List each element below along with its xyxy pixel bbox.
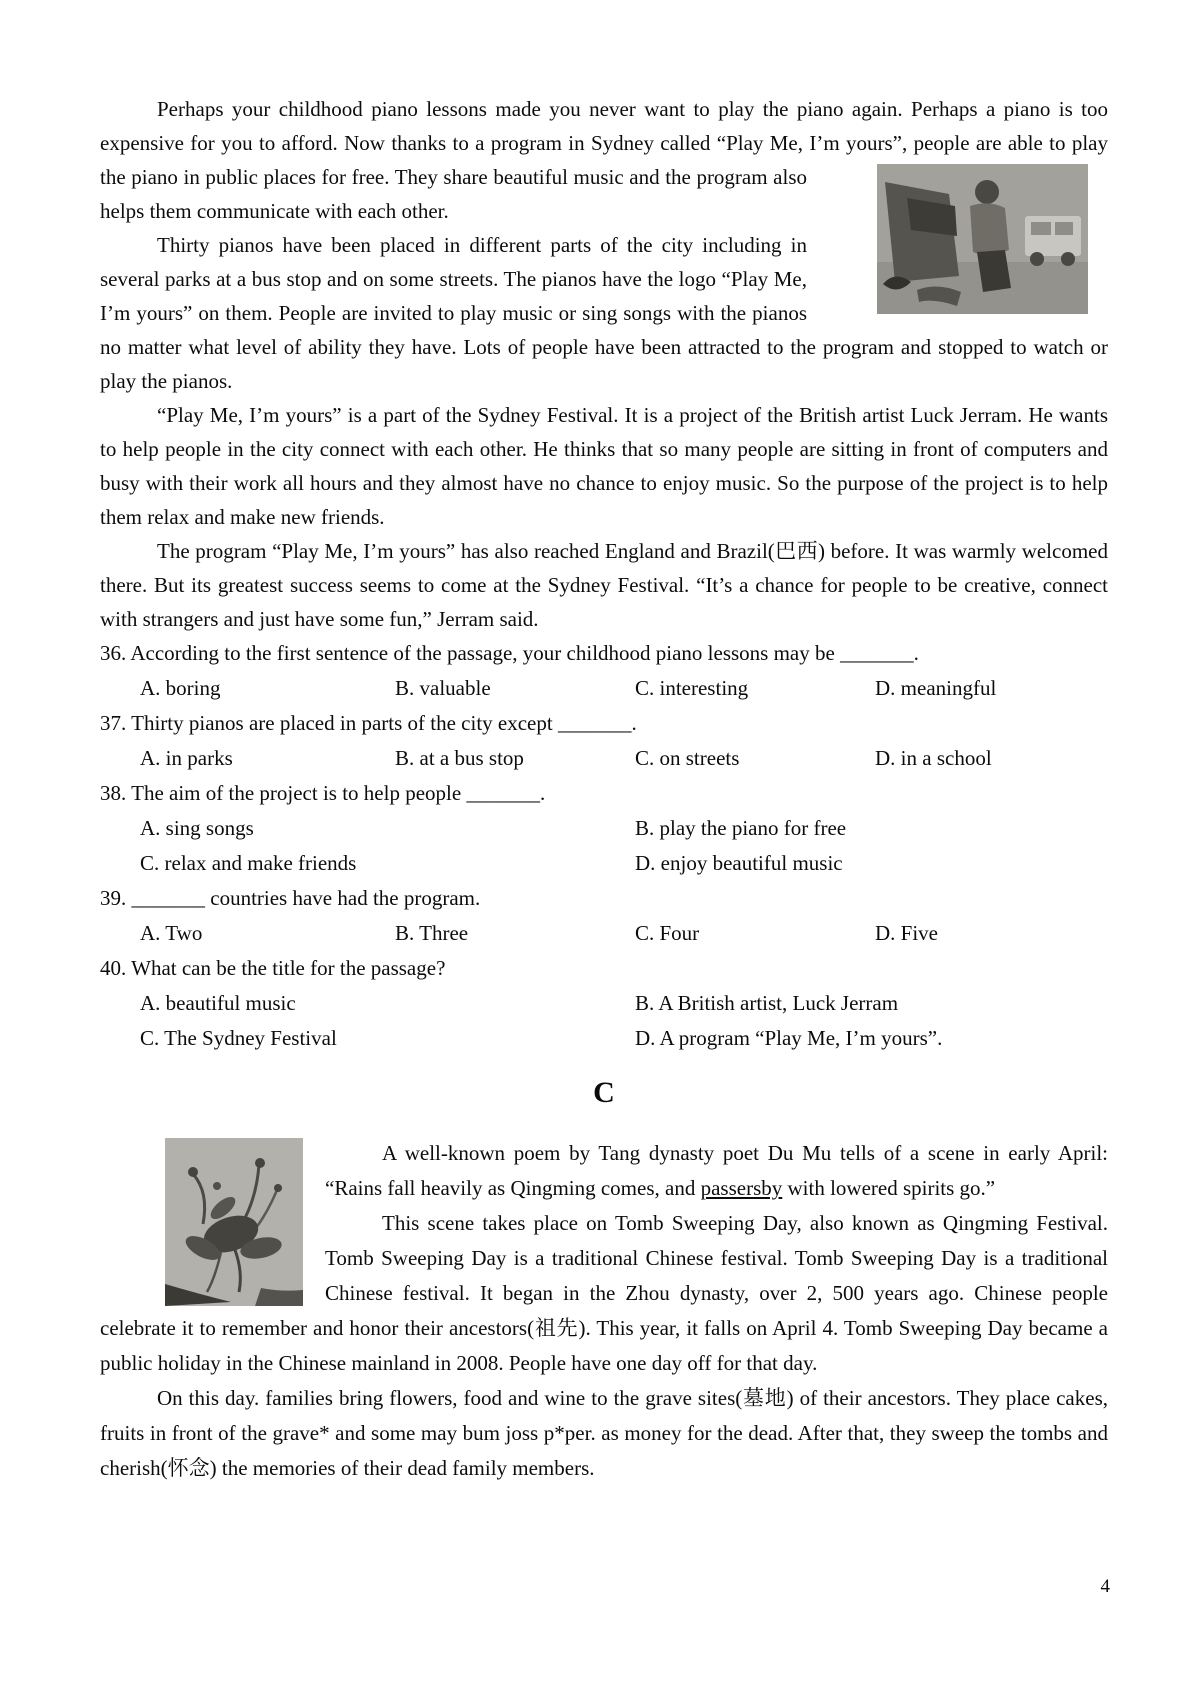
question-37-stem: Thirty pianos are placed in parts of the city except _______. bbox=[131, 711, 637, 735]
question-38-stem-line bbox=[100, 776, 1108, 811]
question-38-option-c: C. relax and make friends bbox=[140, 851, 357, 875]
question-37 bbox=[100, 706, 1108, 776]
question-36-option-a: A. boring bbox=[140, 676, 221, 700]
question-36-stem: According to the first sentence of the passage, your childhood piano lessons may be _______. bbox=[130, 641, 919, 665]
question-39-option-c: C. Four bbox=[635, 921, 700, 945]
question-40-options-row-2 bbox=[100, 1021, 1108, 1056]
question-38-options-row-2 bbox=[100, 846, 1108, 881]
question-36-stem-line bbox=[100, 636, 1108, 671]
question-38-option-d: D. enjoy beautiful music bbox=[635, 851, 843, 875]
question-36-option-b: B. valuable bbox=[395, 676, 491, 700]
question-38-number: 38. bbox=[100, 781, 127, 805]
street-piano-photo bbox=[877, 164, 1088, 314]
reading-passage-c bbox=[100, 1136, 1108, 1486]
question-39-option-a: A. Two bbox=[140, 921, 203, 945]
question-40-options-row-1 bbox=[100, 986, 1108, 1021]
question-39-options bbox=[100, 916, 1108, 951]
question-40-option-c: C. The Sydney Festival bbox=[140, 1026, 337, 1050]
question-39-option-b: B. Three bbox=[395, 921, 469, 945]
page-number: 4 bbox=[1100, 1576, 1110, 1597]
question-40-option-b: B. A British artist, Luck Jerram bbox=[635, 991, 899, 1015]
passage-b-paragraph-4: The program “Play Me, I’m yours” has also reached England and Brazil(巴西) before. It was warmly welcomed there. But its greatest success seems to come at the Sydney Festival. “It’s a chance for people to be creative, connect with strangers and just have some fun,” Jerram said. bbox=[100, 539, 1108, 631]
question-39-option-d: D. Five bbox=[875, 921, 938, 945]
question-37-option-d: D. in a school bbox=[875, 746, 992, 770]
question-37-option-a: A. in parks bbox=[140, 746, 233, 770]
passage-b-paragraph-1: Perhaps your childhood piano lessons made you never want to play the piano again. Perhaps a piano is too expensive for you to afford. Now thanks to a program in Sydney called “Play Me, I’m yours”, people are able to play the piano in public places for free. They share beautiful music and the program also helps them communicate with each other. bbox=[100, 97, 1108, 223]
qingming-flower-photo bbox=[165, 1138, 303, 1306]
question-39 bbox=[100, 881, 1108, 951]
underlined-word-passersby: passersby bbox=[700, 1176, 783, 1200]
question-40-option-a: A. beautiful music bbox=[140, 991, 296, 1015]
street-piano-photo-image bbox=[877, 164, 1088, 314]
question-38-stem: The aim of the project is to help people _______. bbox=[131, 781, 546, 805]
passage-b-paragraph-3: “Play Me, I’m yours” is a part of the Sydney Festival. It is a project of the British artist Luck Jerram. He wants to help people in the city connect with each other. He thinks that so many people are sitting in front of computers and busy with their work all hours and they almost have no chance to enjoy music. So the purpose of the project is to help them relax and make new friends. bbox=[100, 403, 1108, 529]
question-36-options bbox=[100, 671, 1108, 706]
question-40-option-d: D. A program “Play Me, I’m yours”. bbox=[635, 1026, 943, 1050]
question-36 bbox=[100, 636, 1108, 706]
questions-36-40 bbox=[100, 636, 1108, 1056]
passage-b-paragraph-2: Thirty pianos have been placed in different parts of the city including in several parks at a bus stop and on some streets. The pianos have the logo “Play Me, I’m yours” on them. People are invited to play music or sing songs with the pianos no matter what level of ability they have. Lots of people have been attracted to the program and stopped to watch or play the pianos. bbox=[100, 233, 1108, 393]
question-40 bbox=[100, 951, 1108, 1056]
question-38-option-b: B. play the piano for free bbox=[635, 816, 847, 840]
question-37-option-b: B. at a bus stop bbox=[395, 746, 524, 770]
question-37-number: 37. bbox=[100, 711, 127, 735]
question-40-stem: What can be the title for the passage? bbox=[131, 956, 446, 980]
question-37-stem-line bbox=[100, 706, 1108, 741]
reading-passage-b bbox=[100, 92, 1108, 636]
question-36-option-d: D. meaningful bbox=[875, 676, 997, 700]
question-40-number: 40. bbox=[100, 956, 127, 980]
question-36-number: 36. bbox=[100, 641, 127, 665]
question-38 bbox=[100, 776, 1108, 881]
section-c-heading: C bbox=[593, 1076, 615, 1109]
question-40-stem-line bbox=[100, 951, 1108, 986]
question-36-option-c: C. interesting bbox=[635, 676, 749, 700]
passage-c-paragraph-3: On this day. families bring flowers, food and wine to the grave sites(墓地) of their ancestors. They place cakes, fruits in front of the grave* and some may bum joss p*per. as money for the dead. After that, they sweep the tombs and cherish(怀念) the memories of their dead family members. bbox=[100, 1386, 1108, 1480]
question-37-option-c: C. on streets bbox=[635, 746, 740, 770]
question-38-options-row-1 bbox=[100, 811, 1108, 846]
question-39-number: 39. bbox=[100, 886, 127, 910]
question-39-stem: _______ countries have had the program. bbox=[131, 886, 481, 910]
question-39-stem-line bbox=[100, 881, 1108, 916]
question-37-options bbox=[100, 741, 1108, 776]
passage-c-paragraph-1-text: A well-known poem by Tang dynasty poet Du Mu tells of a scene in early April: “Rains fall heavily as Qingming comes, and bbox=[325, 1141, 1108, 1200]
qingming-flower-photo-image bbox=[165, 1138, 303, 1306]
passage-c-paragraph-1-tail: with lowered spirits go.” bbox=[782, 1176, 996, 1200]
passage-c-paragraph-2: This scene takes place on Tomb Sweeping Day, also known as Qingming Festival. Tomb Sweeping Day is a traditional Chinese festival. Tomb Sweeping Day is a traditional Chinese festival. It began in the Zhou dynasty, over 2, 500 years ago. Chinese people celebrate it to remember and honor their ancestors(祖先). This year, it falls on April 4. Tomb Sweeping Day became a public holiday in the Chinese mainland in 2008. People have one day off for that day. bbox=[100, 1211, 1108, 1375]
question-38-option-a: A. sing songs bbox=[140, 816, 254, 840]
